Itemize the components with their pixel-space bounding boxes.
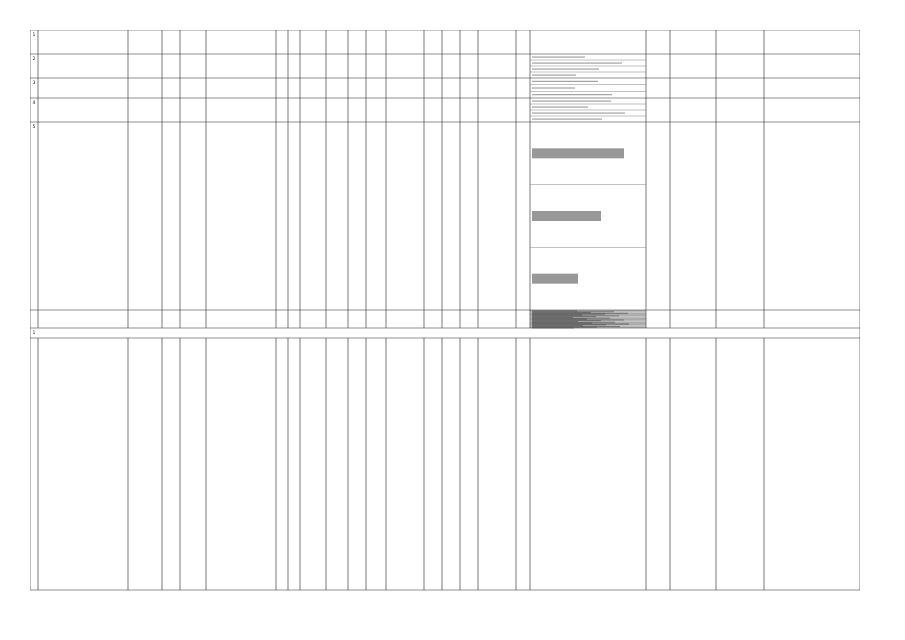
document-table (30, 30, 860, 620)
cell-n: 4 (32, 101, 36, 106)
work-type-entry (532, 113, 625, 114)
work-type-entry (532, 211, 601, 221)
cell-n: 3 (32, 81, 36, 86)
work-type-entry (532, 87, 575, 88)
work-type-entry (532, 148, 624, 158)
work-type-entry (532, 63, 622, 64)
work-type-entry (532, 274, 578, 284)
work-type-entry (532, 57, 585, 58)
work-type-entry (532, 69, 599, 70)
work-type-entry (532, 94, 612, 95)
work-type-entry (532, 75, 576, 76)
cell-n: 2 (32, 57, 36, 62)
work-type-entry (532, 107, 588, 108)
work-type-entry (532, 101, 611, 102)
work-type-entry (532, 119, 602, 120)
work-type-entry (532, 81, 598, 82)
cell-n: 1 (32, 33, 36, 38)
cell-n: 1 (32, 331, 36, 336)
work-type-entry (532, 328, 574, 329)
cell-n: 5 (32, 125, 36, 130)
